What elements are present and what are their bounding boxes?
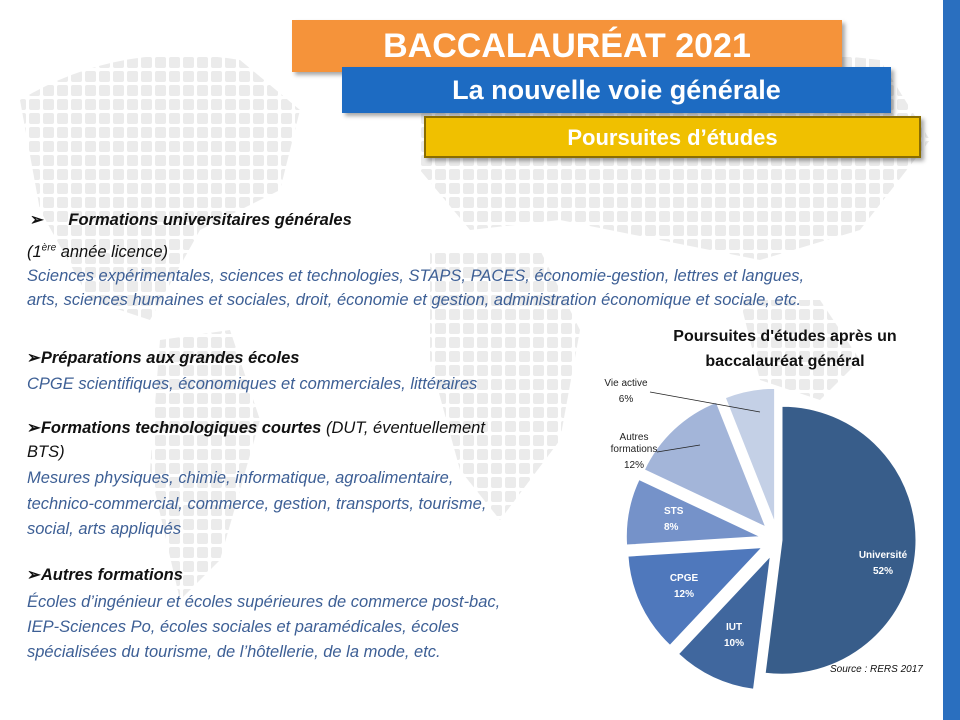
univ-line-1: Sciences expérimentales, sciences et technologies, STAPS, PACES, économie-gestion, lettres et langues,	[27, 267, 805, 285]
techno-heading-continued: BTS)	[27, 443, 65, 461]
autres-line-3: spécialisées du tourisme, de l’hôtellerie, de la mode, etc.	[27, 643, 441, 661]
techno-line-1: Mesures physiques, chimie, informatique, agroalimentaire,	[27, 469, 454, 487]
arrow-bullet-icon: ➢	[27, 419, 41, 437]
arrow-bullet-icon: ➢	[27, 349, 41, 367]
slice-value-label: 8%	[664, 522, 679, 533]
heading-extra: (DUT, éventuellement	[321, 419, 485, 437]
slice-value-label: 10%	[723, 638, 745, 649]
section-banner: Poursuites d’études	[424, 116, 921, 158]
chart-title-line-1: Poursuites d'études après un	[673, 328, 897, 345]
autres-line-1: Écoles d’ingénieur et écoles supérieures de commerce post-bac,	[27, 593, 501, 611]
title-banner: BACCALAURÉAT 2021	[292, 20, 842, 72]
slice-value-label: 12%	[673, 589, 695, 600]
heading-text: Autres formations	[40, 566, 183, 584]
slice-label-vie-active: Vie active 6%	[604, 378, 648, 405]
slice-value-label: 12%	[623, 460, 645, 471]
pie-slice-universit-	[765, 406, 916, 674]
prepa-line-1: CPGE scientifiques, économiques et commerciales, littéraires	[27, 375, 478, 393]
heading-text: Formations technologiques courtes	[40, 419, 322, 437]
arrow-bullet-icon: ➢	[27, 566, 41, 584]
slice-label-universit-: Université 52%	[858, 550, 908, 577]
subtitle-banner: La nouvelle voie générale	[342, 67, 891, 113]
univ-line-2: arts, sciences humaines et sociales, droit, économie et gestion, administration économique et sociale, etc.	[27, 291, 802, 309]
heading-text: Formations universitaires générales	[68, 211, 352, 229]
slice-value-label: 6%	[618, 394, 634, 405]
slice-label-autres-formations: Autres formations 12%	[610, 432, 658, 471]
heading-text: Préparations aux grandes écoles	[40, 349, 300, 367]
techno-line-2: technico-commercial, commerce, gestion, transports, tourisme,	[27, 495, 487, 513]
techno-line-3: social, arts appliqués	[27, 520, 182, 538]
slice-label-sts: STS 8%	[664, 506, 684, 533]
licence-note: (1ère année licence)	[27, 242, 169, 261]
slice-label-cpge: CPGE 12%	[669, 573, 699, 600]
autres-line-2: IEP-Sciences Po, écoles sociales et paramédicales, écoles	[27, 618, 459, 636]
arrow-bullet-icon: ➢	[30, 211, 44, 229]
chart-title-line-2: baccalauréat général	[705, 353, 865, 370]
slice-value-label: 52%	[872, 566, 894, 577]
slice-label-iut: IUT 10%	[723, 622, 745, 649]
chart-source: Source : RERS 2017	[830, 664, 923, 675]
